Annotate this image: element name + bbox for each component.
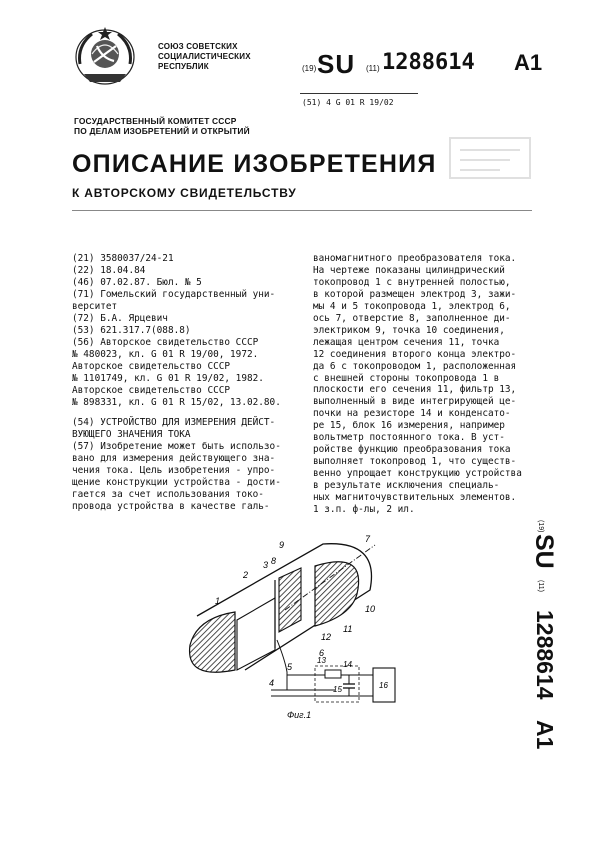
label-11: 11 [343,624,353,634]
abstract-line: ройстве функцию преобразования тока [313,444,511,456]
kind-code: A1 [514,50,543,75]
label-5: 5 [287,662,293,672]
side-number: 1288614 [532,610,558,700]
code-11: (11) [366,64,380,73]
abstract-line: токопровод 1 с внутренней полостью, [313,276,511,288]
label-10: 10 [365,604,376,614]
label-9: 9 [279,540,285,550]
org-name [158,42,251,72]
side-code-11: (11) [537,580,544,592]
figure-drawing [175,520,415,720]
ipc-class: (51) 4 G 01 R 19/02 [302,98,394,107]
abstract-line: электриком 9, точка 10 соединения, [313,324,505,336]
bib-line: Авторское свидетельство СССР [72,361,231,372]
side-stamp [498,520,560,750]
org-line-3: РЕСПУБЛИК [158,62,209,71]
abstract-line: в результате исключения специаль- [313,480,500,492]
abstract-line: мы 4 и 5 токопровода 1, электрод 6, [313,300,511,312]
abstract-line: ре 15, блок 16 измерения, например [313,420,505,432]
abstract-line: На чертеже показаны цилиндрический [313,264,505,276]
country-code: SU [317,49,356,79]
bib-line: № 480023, кл. G 01 R 19/00, 1972. [72,349,259,360]
document-subtitle: К АВТОРСКОМУ СВИДЕТЕЛЬСТВУ [72,186,297,200]
bib-line: (53) 621.317.7(088.8) [72,325,191,336]
abstract-line: с внешней стороны токопровода 1 в [313,372,500,384]
bib-line [72,409,304,417]
bib-line: щение конструкции устройства - дости- [72,477,281,488]
bib-line: № 898331, кл. G 01 R 15/02, 13.02.80. [72,397,281,408]
label-2: 2 [243,570,249,580]
abstract-line: выполняет токопровод 1, что существ- [313,456,517,468]
bib-line: № 1101749, кл. G 01 R 19/02, 1982. [72,373,264,384]
abstract-line: в которой размещен электрод 3, зажи- [313,288,517,300]
wire-clamp-4 [271,690,335,696]
abstract-line: венно упрощает конструкцию устройства [313,468,522,480]
bib-line: вано для измерения действующего зна- [72,453,276,464]
wire-electrode [277,640,287,690]
label-12: 12 [321,632,332,642]
ipc-rule [300,93,418,94]
bib-line: Авторское свидетельство СССР [72,385,231,396]
bib-line: (21) 3580037/24-21 [72,253,174,264]
abstract-line: ных магниточувствительных элементов. [313,492,517,504]
faint-stamp [440,130,540,188]
abstract-line: выполненный в виде интегрирующей це- [313,396,517,408]
patent-id-block [302,48,562,88]
bib-line: (54) УСТРОЙСТВО ДЛЯ ИЗМЕРЕНИЯ ДЕЙСТ- [72,417,276,428]
abstract-line: 1 з.п. ф-лы, 2 ил. [313,504,415,516]
committee [74,116,250,136]
org-line-2: СОЦИАЛИСТИЧЕСКИХ [158,52,251,61]
ussr-emblem [72,24,138,88]
bib-line: (56) Авторское свидетельство СССР [72,337,259,348]
label-14: 14 [343,660,352,669]
label-15: 15 [333,685,342,694]
label-7: 7 [365,534,371,544]
section-right [315,562,359,626]
bib-line: верситет [72,301,118,312]
bib-line: (46) 07.02.87. Бюл. № 5 [72,277,202,288]
document-title: ОПИСАНИЕ ИЗОБРЕТЕНИЯ [72,150,437,178]
label-16: 16 [379,681,388,690]
bib-line: чения тока. Цель изобретения - упро- [72,465,276,476]
side-kind: A1 [532,720,558,750]
label-6: 6 [319,648,325,658]
bib-line: провода устройства в качестве галь- [72,501,270,512]
committee-line-2: ПО ДЕЛАМ ИЗОБРЕТЕНИЙ И ОТКРЫТИЙ [74,126,250,136]
abstract-line: да 6 с токопроводом 1, расположенная [313,360,517,372]
bib-line: (57) Изобретение может быть использо- [72,441,281,452]
committee-line-1: ГОСУДАРСТВЕННЫЙ КОМИТЕТ СССР [74,116,237,126]
code-19: (19) [302,64,317,73]
abstract-line: ось 7, отверстие 8, заполненное ди- [313,312,511,324]
label-3: 3 [263,560,269,570]
org-line-1: СОЮЗ СОВЕТСКИХ [158,42,238,51]
bib-line: ВУЮЩЕГО ЗНАЧЕНИЯ ТОКА [72,429,191,440]
figure-caption: Фиг.1 [287,710,312,720]
abstract-line: ваномагнитного преобразователя тока. [313,253,517,264]
side-code-19: (19) [537,520,544,533]
section-left [190,612,235,672]
bib-line: (22) 18.04.84 [72,265,146,276]
internal-cavity [237,598,275,670]
right-column [313,253,528,516]
side-country: SU [530,534,558,569]
bib-line: (72) Б.А. Ярцевич [72,313,168,324]
label-1: 1 [215,596,221,606]
label-4: 4 [269,678,275,688]
left-column [72,253,304,513]
abstract-line: почки на резисторе 14 и конденсато- [313,408,511,420]
patent-number: 1288614 [382,50,475,75]
abstract-line: вольтметр постоянного тока. В уст- [313,432,505,444]
resistor-14 [325,670,341,678]
abstract-line: лежащая центром сечения 11, точка [313,336,500,348]
figure-1 [175,520,415,720]
dielectric-insert [279,568,301,632]
header-rule [72,210,532,211]
bib-line: (71) Гомельский государственный уни- [72,289,276,300]
abstract-line: плоскости его сечения 11, фильтр 13, [313,384,517,396]
bib-line: гается за счет использования токо- [72,489,264,500]
abstract-line: 12 соединения второго конца электро- [313,348,517,360]
label-13: 13 [317,656,326,665]
label-8: 8 [271,556,277,566]
